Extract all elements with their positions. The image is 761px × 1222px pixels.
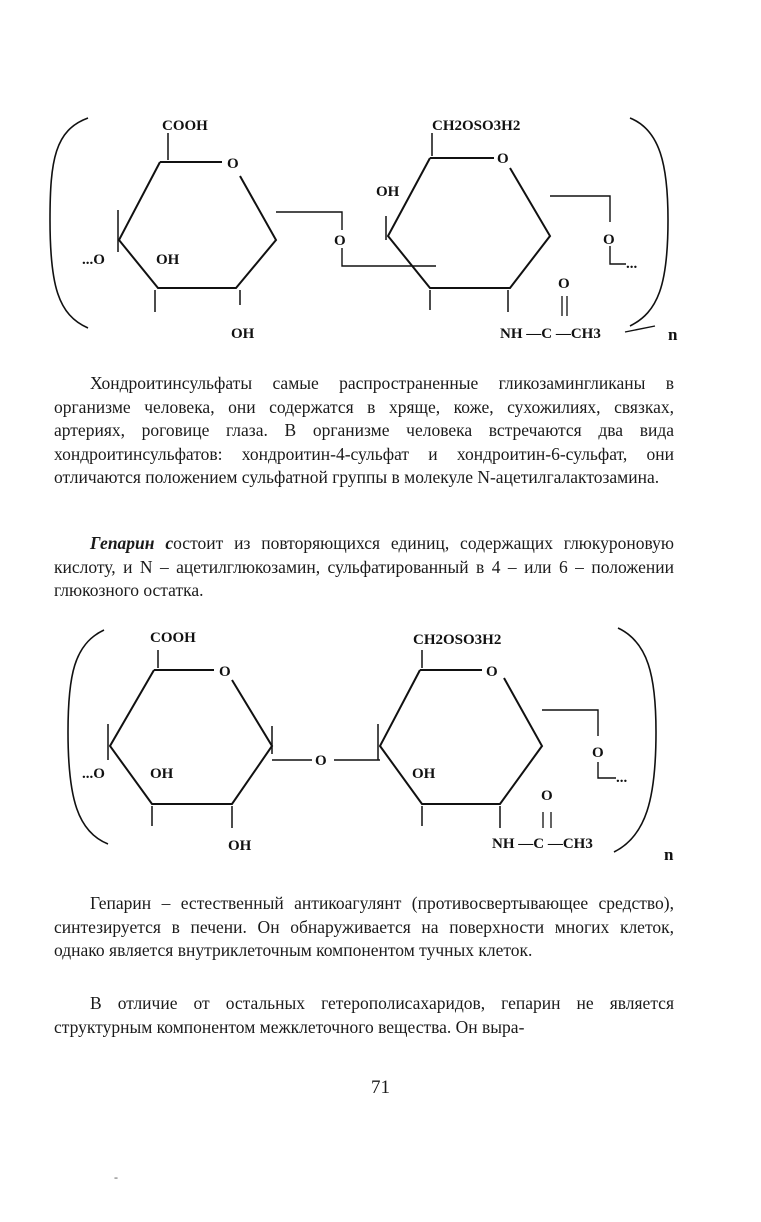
hydroxyl-ring2: OH (412, 766, 436, 782)
sulfate-group-label: CH2OSO3H2 (413, 632, 502, 648)
hydroxyl-ring1: OH (156, 252, 180, 268)
sulfate-group-label: CH2OSO3H2 (432, 118, 521, 134)
paragraph-heparin-function-text: Гепарин – естественный антикоагулянт (противосвертывающее средство), синтезируется в печени. Он обнаруживается на поверхности многих клеток, однако является внутриклеточным компонентом тучных клеток. (54, 893, 674, 961)
acetyl-amide-label: NH —C —CH3 (492, 836, 593, 852)
heparin-intro-text: остоит из повторяющихся единиц, содержащих глюкуроновую кислоту, и N – ацетилглюкозамин, сульфатированный в 4 – или 6 – положении глюкозного остатка. (54, 533, 674, 601)
repeat-index: n (664, 845, 674, 864)
glycosidic-oxygen: O (315, 753, 327, 769)
paragraph-chondroitin (54, 372, 674, 490)
hydroxyl-ring2: OH (376, 184, 400, 200)
paragraph-heparin-structure-text: В отличие от остальных гетерополисахаридов, гепарин не является структурным компонентом межклеточного вещества. Он выра- (54, 993, 674, 1037)
carbonyl-oxygen: O (541, 788, 553, 804)
repeat-index: n (668, 325, 678, 344)
hydroxyl-bottom: OH (231, 326, 255, 342)
linkage-oxygen-right: O (603, 232, 615, 248)
chondroitin-sulfate-structure (0, 100, 761, 350)
stray-mark: - (114, 1170, 118, 1184)
paragraph-heparin-intro (54, 532, 674, 603)
ring-oxygen-2: O (497, 151, 509, 167)
hydroxyl-ring1: OH (150, 766, 174, 782)
heparin-term: Гепарин с (90, 533, 174, 553)
left-linkage-label: ...O (82, 766, 105, 782)
ring-oxygen-2: O (486, 664, 498, 680)
paragraph-heparin-structure (54, 992, 674, 1039)
right-dots: ... (626, 256, 638, 272)
hydroxyl-bottom: OH (228, 838, 252, 854)
paragraph-heparin-function (54, 892, 674, 963)
right-dots: ... (616, 770, 628, 786)
ring-oxygen-1: O (219, 664, 231, 680)
glycosidic-oxygen: O (334, 233, 346, 249)
acetyl-amide-label: NH —C —CH3 (500, 326, 601, 342)
carbonyl-oxygen: O (558, 276, 570, 292)
heparin-structure (0, 614, 761, 864)
cooh-label: COOH (150, 630, 196, 646)
left-linkage-label: ...O (82, 252, 105, 268)
page-number: 71 (371, 1077, 390, 1098)
linkage-oxygen-right: O (592, 745, 604, 761)
cooh-label: COOH (162, 118, 208, 134)
ring-oxygen-1: O (227, 156, 239, 172)
paragraph-chondroitin-text: Хондроитинсульфаты самые распространенные гликозамингликаны в организме человека, они содержатся в хряще, коже, сухожилиях, связках, артериях, роговице глаза. В организме человека встречаются два вида хондроитинсульфатов: хондроитин-4-сульфат и хондроитин-6-сульфат, они отличаются положением сульфатной группы в молекуле N-ацетилгалактозамина. (54, 373, 674, 488)
